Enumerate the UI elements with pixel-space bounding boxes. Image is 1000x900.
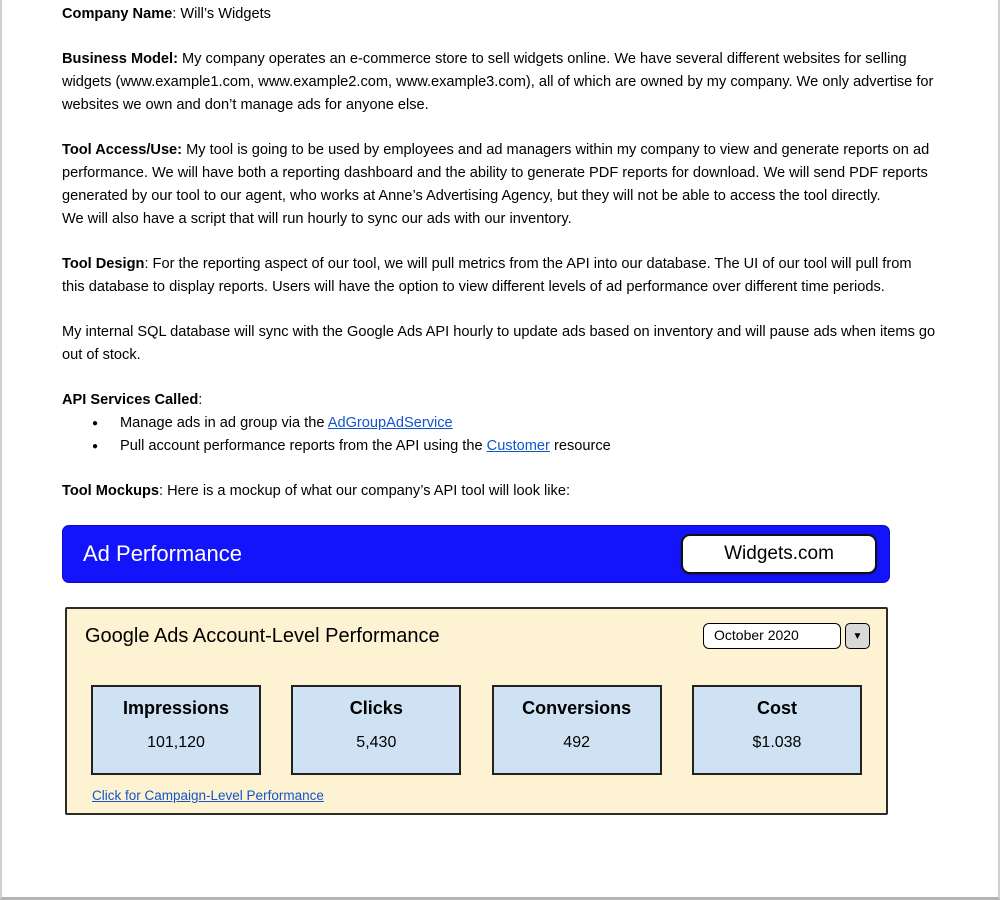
paragraph-api-services <box>62 389 938 458</box>
metric-value: 492 <box>563 734 590 751</box>
business-model-label: Business Model: <box>62 51 178 67</box>
bullet-icon: ● <box>92 441 99 452</box>
panel-title: Google Ads Account-Level Performance <box>85 624 440 647</box>
metric-card-cost <box>692 685 862 775</box>
tool-access-label: Tool Access/Use: <box>62 142 183 158</box>
metric-cards-row <box>83 685 870 775</box>
tool-mockups-label: Tool Mockups <box>62 483 160 499</box>
mockup-header-title: Ad Performance <box>83 541 242 566</box>
account-performance-panel <box>65 607 888 815</box>
panel-header-row <box>83 623 870 649</box>
business-model-text: My company operates an e-commerce store to sell widgets online. We have several different websites for selling widgets (www.example1.com, www.example2.com, www.example3.com), all of which are owned by my company. We only advertise for websites we own and don’t manage ads for anyone else. <box>62 51 934 113</box>
widgets-site-button[interactable]: Widgets.com <box>681 534 877 574</box>
bullet-2-pre: Pull account performance reports from the API using the <box>120 438 487 454</box>
company-name-text: : Will’s Widgets <box>172 6 271 22</box>
tool-mockups-text: : Here is a mockup of what our company’s API tool will look like: <box>159 483 571 499</box>
customer-resource-link[interactable]: Customer <box>486 438 550 454</box>
paragraph-tool-mockups <box>62 480 938 503</box>
metric-label: Clicks <box>349 698 403 718</box>
paragraph-business-model <box>62 48 938 117</box>
dropdown-arrow-icon[interactable]: ▼ <box>845 623 870 649</box>
company-name-label: Company Name <box>62 6 173 22</box>
mockup-header-bar <box>62 525 890 583</box>
metric-label: Conversions <box>522 698 632 718</box>
metric-label: Impressions <box>122 698 230 718</box>
campaign-level-link[interactable]: Click for Campaign-Level Performance <box>92 788 324 803</box>
bullet-1-pre: Manage ads in ad group via the <box>120 415 328 431</box>
metric-value: 5,430 <box>356 734 397 751</box>
tool-design-label: Tool Design <box>62 256 145 272</box>
adgroupadservice-link[interactable]: AdGroupAdService <box>327 415 453 431</box>
bullet-icon: ● <box>92 418 99 429</box>
metric-label: Cost <box>756 698 797 718</box>
list-item <box>92 435 938 458</box>
paragraph-tool-design <box>62 253 938 299</box>
bullet-text <box>120 412 453 435</box>
paragraph-company-name <box>62 3 938 26</box>
metric-card-clicks <box>291 685 461 775</box>
api-services-heading <box>62 389 938 412</box>
metric-card-impressions <box>91 685 261 775</box>
tool-design-text: : For the reporting aspect of our tool, we will pull metrics from the API into our database. The UI of our tool will pull from this database to display reports. Users will have the option to view different levels of ad performance over different time periods. <box>62 256 912 295</box>
metric-card-conversions <box>492 685 662 775</box>
month-dropdown-value[interactable]: October 2020 <box>703 623 841 649</box>
paragraph-sql-note <box>62 321 938 367</box>
sql-note-text: My internal SQL database will sync with the Google Ads API hourly to update ads based on inventory and will pause ads when items go out of stock. <box>62 324 936 363</box>
bullet-text <box>120 435 611 458</box>
api-services-bullet-list <box>92 412 938 458</box>
tool-access-line2: We will also have a script that will run hourly to sync our ads with our inventory. <box>62 211 572 227</box>
paragraph-tool-access <box>62 139 938 231</box>
bullet-2-post: resource <box>549 438 611 454</box>
api-services-colon: : <box>198 392 203 408</box>
metric-value: $1.038 <box>752 734 802 751</box>
api-services-label: API Services Called <box>62 392 199 408</box>
list-item <box>92 412 938 435</box>
tool-mockup <box>62 525 890 815</box>
metric-value: 101,120 <box>147 734 205 751</box>
month-dropdown[interactable] <box>703 623 870 649</box>
tool-access-text: My tool is going to be used by employees and ad managers within my company to view and generate reports on ad performance. We will have both a reporting dashboard and the ability to generate PDF reports for download. We will send PDF reports generated by our tool to our agent, who works at Anne’s Advertising Agency, but they will not be able to access the tool directly. <box>62 142 930 204</box>
